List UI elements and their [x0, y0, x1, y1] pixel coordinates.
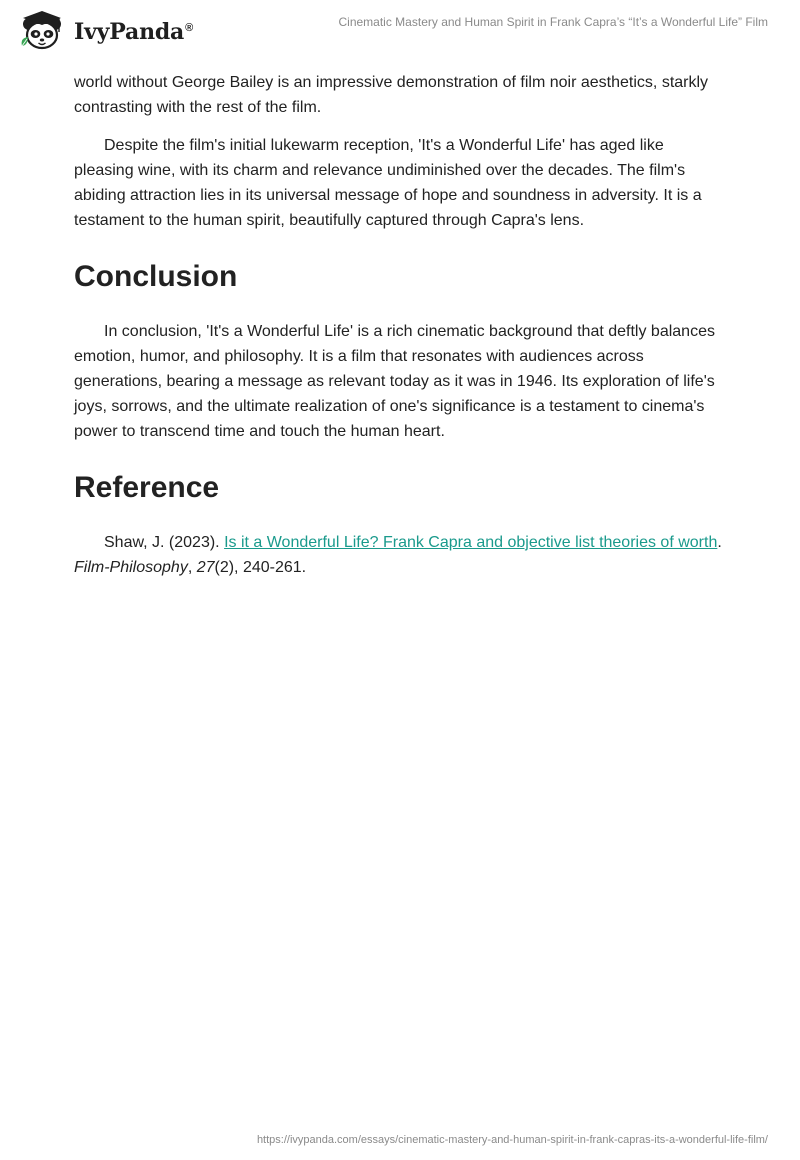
- footer-url[interactable]: https://ivypanda.com/essays/cinematic-mastery-and-human-spirit-in-frank-capras-its-a-wonderful-life-film/: [256, 1134, 768, 1146]
- reference-author-year: Shaw, J. (2023).: [104, 534, 225, 551]
- essay-content: [74, 70, 724, 593]
- reference-heading: Reference: [74, 471, 220, 504]
- reference-after-link: .: [717, 534, 722, 551]
- body-paragraph-continued: world without George Bailey is an impressive demonstration of film noir aesthetics, starkly contrasting with the rest of the film.: [74, 74, 709, 116]
- reference-journal: Film-Philosophy: [74, 559, 188, 576]
- reference-entry: [74, 530, 724, 580]
- reference-link[interactable]: Is it a Wonderful Life? Frank Capra and objective list theories of worth: [224, 534, 718, 551]
- conclusion-paragraph: In conclusion, 'It's a Wonderful Life' is a rich cinematic background that deftly balances emotion, humor, and philosophy. It is a film that resonates with audiences across generations, bearing a message as relevant today as it was in 1946. Its exploration of life's joys, sorrows, and the ultimate realization of one's significance is a testament to cinema's power to transcend time and touch the human heart.: [74, 323, 715, 440]
- reference-comma: ,: [187, 559, 197, 576]
- document-title: Cinematic Mastery and Human Spirit in Frank Capra’s “It’s a Wonderful Life” Film: [338, 15, 768, 29]
- panda-logo-icon: [16, 8, 68, 52]
- body-paragraph-reception: Despite the film's initial lukewarm reception, 'It's a Wonderful Life' has aged like pleasing wine, with its charm and relevance undiminished over the decades. The film's abiding attraction lies in its universal message of hope and soundness in adversity. It is a testament to the human spirit, beautifully captured through Capra's lens.: [74, 137, 702, 229]
- brand-name: IvyPanda®: [74, 19, 194, 45]
- reference-issue-pages: (2), 240-261.: [214, 559, 307, 576]
- conclusion-heading: Conclusion: [74, 260, 238, 293]
- registered-mark: ®: [185, 21, 194, 34]
- ivypanda-logo[interactable]: [16, 8, 193, 52]
- reference-volume: 27: [196, 559, 215, 576]
